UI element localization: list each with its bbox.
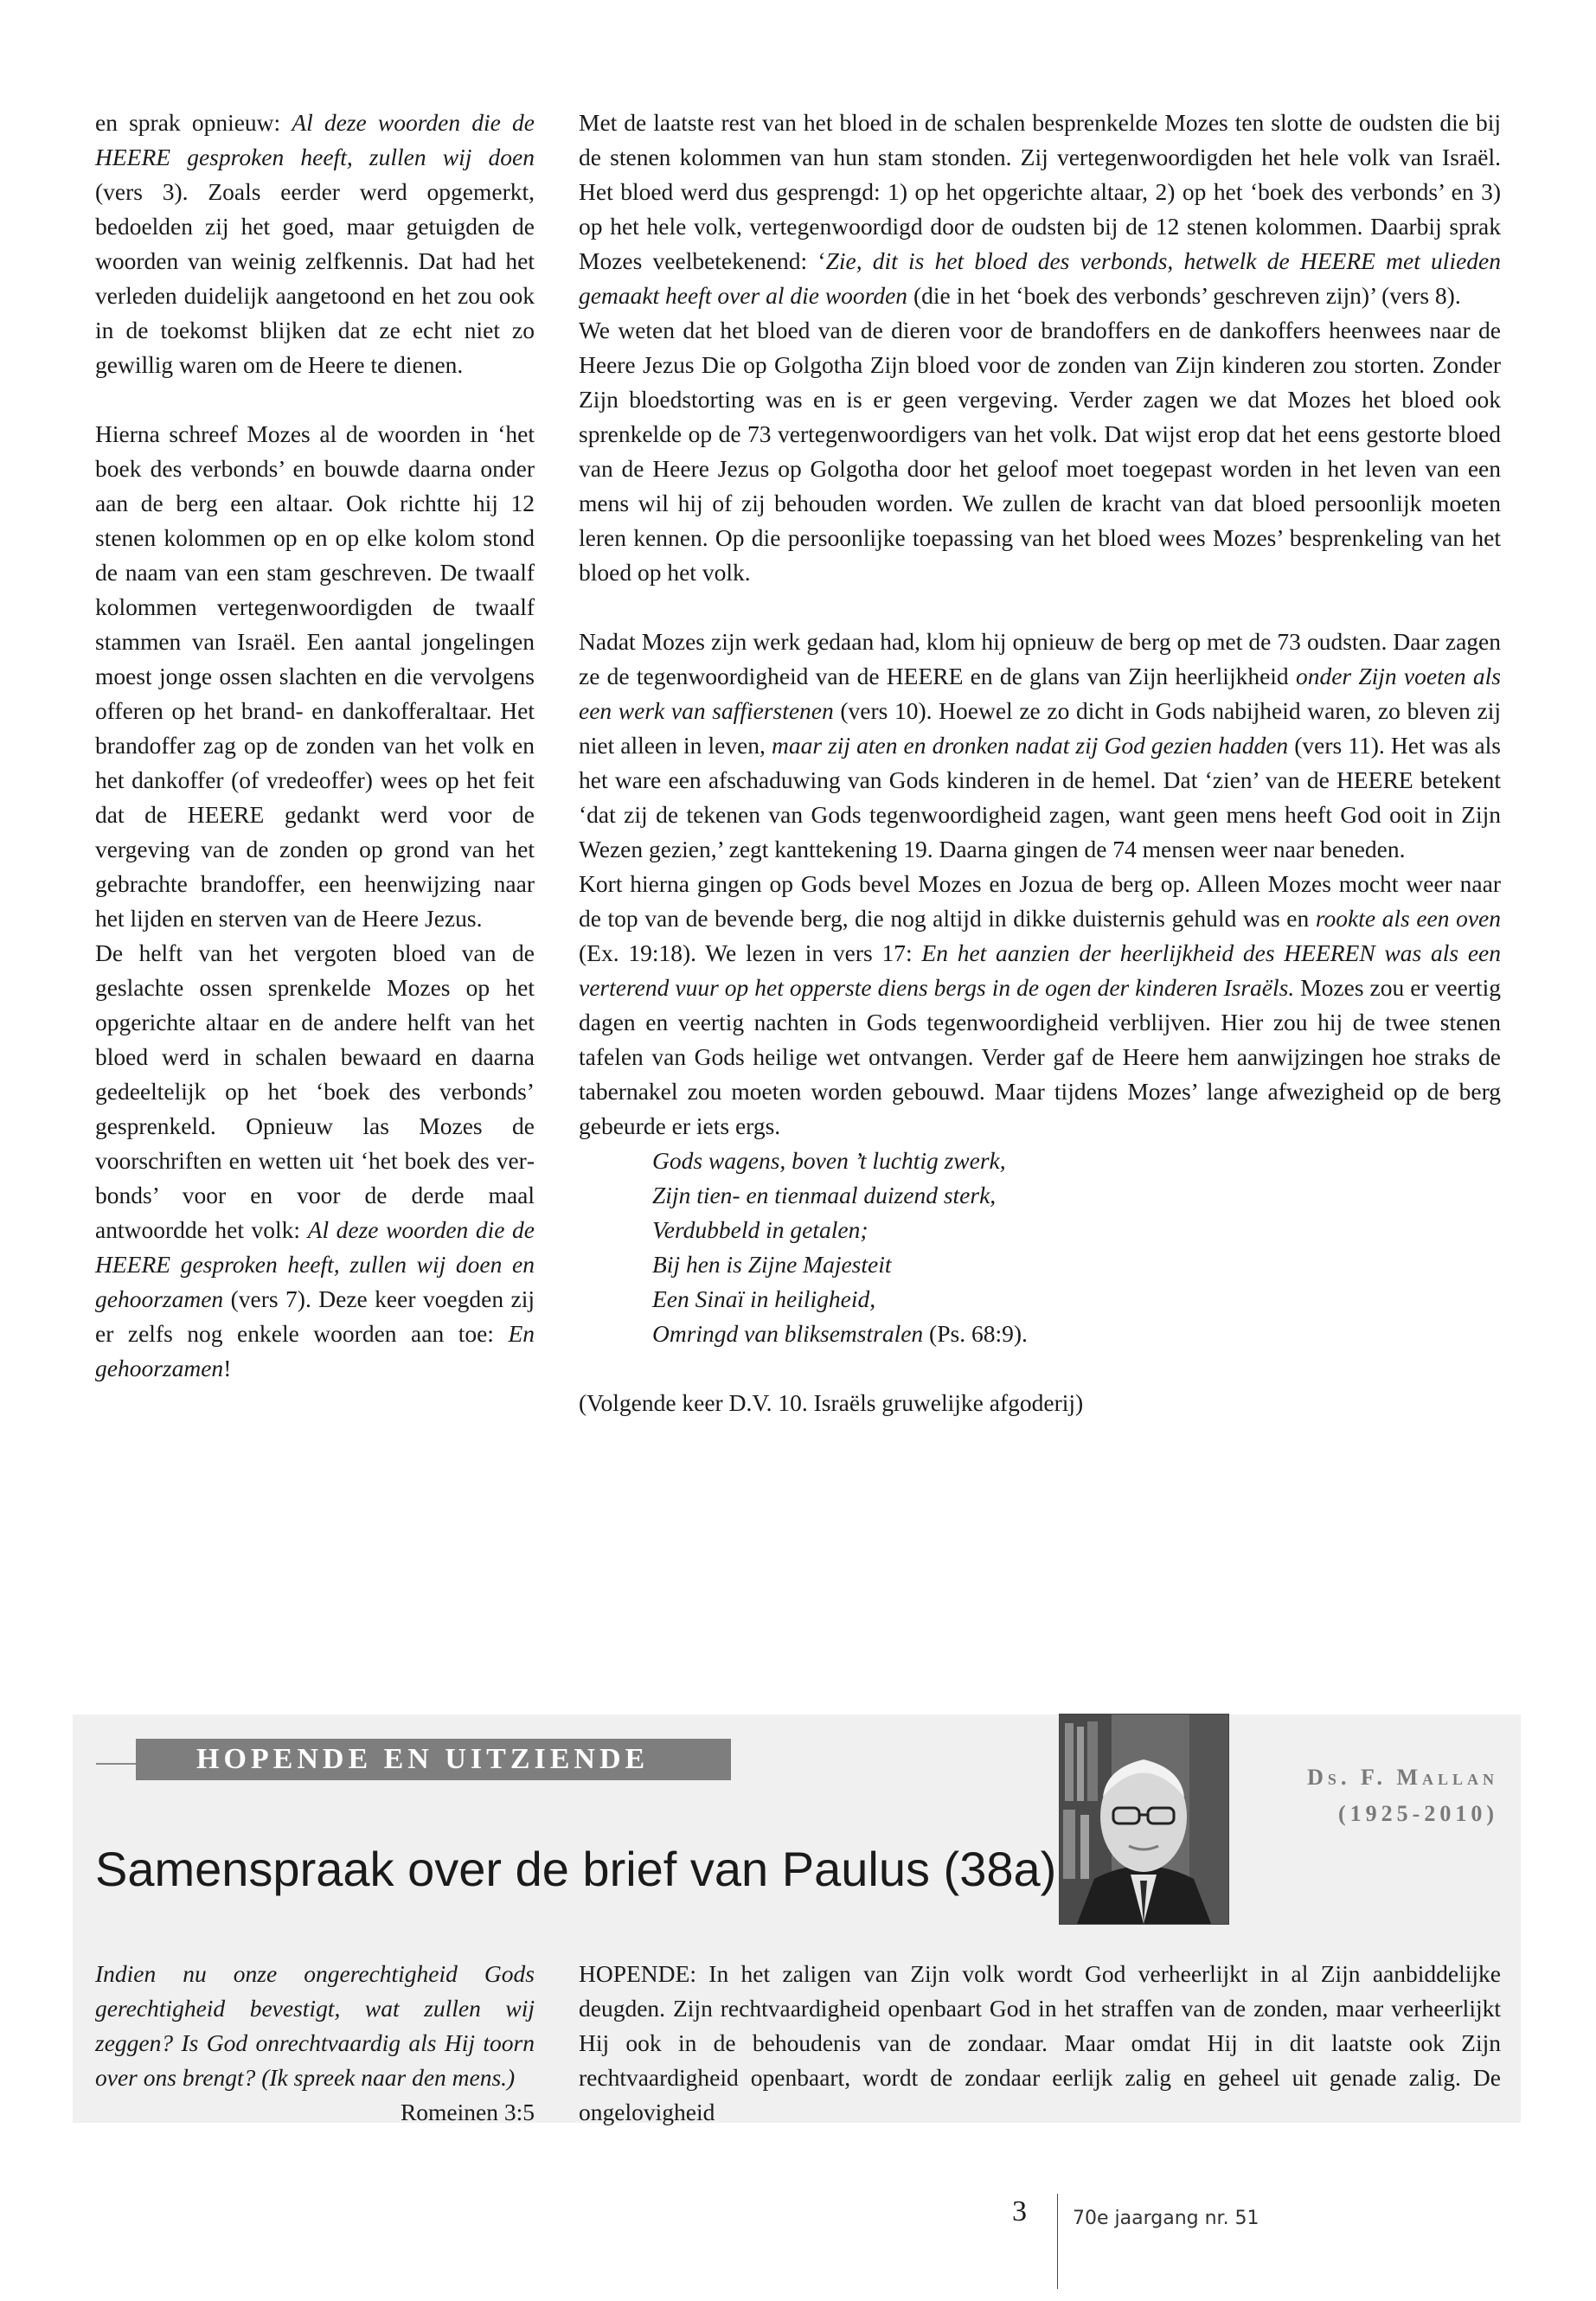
quote-reference: Romeinen 3:5 bbox=[400, 2099, 535, 2125]
italic-run: Al deze woorden die de HEERE gesproken heeft, zullen wij doen en gehoorzamen bbox=[95, 1216, 535, 1312]
poem-line bbox=[652, 1178, 1501, 1213]
author-portrait-image bbox=[1060, 1715, 1228, 1924]
italic-run: Een Sinaï in heiligheid, bbox=[652, 1285, 876, 1312]
paragraph-gap bbox=[579, 1351, 1501, 1386]
paragraph bbox=[579, 1386, 1501, 1420]
footer-divider bbox=[1057, 2194, 1058, 2289]
italic-run: rookte als een oven bbox=[1315, 905, 1501, 932]
italic-run: Bij hen is Zijne Majesteit bbox=[652, 1251, 892, 1278]
poem-line bbox=[652, 1247, 1501, 1282]
paragraph-gap bbox=[95, 382, 535, 417]
text-run: We weten dat het bloed van de dieren voor de brandoffers en de dankoffers heenwees naar de Heere Jezus Die op Golgotha Zijn bloed voor de zonden van Zijn kinderen zou storten. Zonder Zijn bloedstorting was en is er geen vergeving. Verder zagen we dat Mozes het bloed ook sprenkelde op de 73 vertegenwoordigers van het volk. Dat wijst erop dat het eens gestorte bloed van de Heere Jezus op Golgotha door het geloof moet toegepast worden in het leven van een mens wil hij of zij behouden worden. We zullen de kracht van dat bloed persoonlijk moeten leren kennen. Op die persoonlijke toepassing van het bloed wees Mozes’ besprenkeling van het bloed op het volk. bbox=[579, 317, 1501, 586]
text-run: en sprak opnieuw: bbox=[95, 109, 292, 136]
page-number: 3 bbox=[1012, 2195, 1027, 2227]
author-years: (1925-2010) bbox=[1338, 1801, 1498, 1826]
article-body: HOPENDE: In het zaligen van Zijn volk wordt God verheerlijkt in al Zijn aanbiddelijke deugden. Zijn rechtvaardigheid openbaart God in het straffen van de zonden, maar verheerlijkt Hij ook in de behoudenis van de zondaar. Maar omdat Hij in dit laatste ook Zijn rechtvaardigheid openbaart, wordt de zondaar eerlijk zalig en geheel uit genade zalig. De ongelovigheid bbox=[579, 1960, 1501, 2125]
author-photo bbox=[1059, 1714, 1229, 1925]
issue-label: 70e jaargang nr. 51 bbox=[1073, 2208, 1259, 2229]
quote-text: Indien nu onze ongerechtigheid Gods gerechtigheid bevestigt, wat zullen wij zeggen? Is God onrechtvaardig als Hij toorn over ons brengt? (Ik spreek naar den mens.) bbox=[95, 1960, 535, 2091]
text-run: De helft van het vergoten bloed van de geslachte ossen sprenkelde Mozes op het opgerichte altaar en de andere helft van het bloed werd in schalen bewaard en daarna gedeeltelijk op het ‘boek des verbonds’ gesprenkeld. Opnieuw las Mozes de voorschriften en wetten uit ‘het boek des verbonds’ voor en voor de derde maal antwoordde het volk: bbox=[95, 939, 535, 1243]
text-run: ! bbox=[223, 1355, 232, 1381]
italic-run: Verdubbeld in getalen; bbox=[652, 1216, 869, 1243]
paragraph bbox=[579, 313, 1501, 590]
paragraph-gap bbox=[579, 590, 1501, 625]
psalm-quote bbox=[579, 1144, 1501, 1351]
scripture-quote bbox=[95, 1957, 535, 2130]
right-column bbox=[579, 106, 1501, 1420]
text-run: (Ps. 68:9). bbox=[923, 1320, 1028, 1347]
paragraph bbox=[95, 936, 535, 1386]
section-tag: HOPENDE EN UITZIENDE bbox=[136, 1739, 731, 1780]
text-run: Met de laatste rest van het bloed in de schalen besprenkelde Mozes ten slotte de oudsten die bij de stenen kolommen van hun stam stonden. Zij vertegenwoordigden het hele volk van Israël. Het bloed werd dus gesprengd: 1) op het opgerichte altaar, 2) op het ‘boek des verbonds’ en 3) op het hele volk, vertegenwoordigd door de oudsten bij de 12 stenen kolommen. Daarbij sprak Mozes veelbetekenend: ‘ bbox=[579, 109, 1501, 274]
text-run: (vers 3). Zoals eerder werd opgemerkt, bedoelden zij het goed, maar getuigden de woorden van weinig zelfkennis. Dat had het verleden duidelijk aangetoond en het zou ook in de toekomst blijken dat ze echt niet zo gewillig waren om de Heere te dienen. bbox=[95, 178, 535, 378]
italic-run: Al deze woorden die de HEERE gesproken heeft, zullen wij doen bbox=[95, 109, 535, 170]
left-column bbox=[95, 106, 535, 1386]
italic-run: Gods wagens, boven ’t luchtig zwerk, bbox=[652, 1147, 1006, 1174]
italic-run: Zijn tien- en tienmaal duizend sterk, bbox=[652, 1182, 997, 1208]
italic-run: En gehoorzamen bbox=[95, 1320, 535, 1381]
author-name: Ds. F. Mallan bbox=[1307, 1765, 1498, 1790]
paragraph bbox=[95, 417, 535, 936]
article-title: Samenspraak over de brief van Paulus (38a) bbox=[95, 1842, 1057, 1896]
paragraph bbox=[95, 106, 535, 382]
poem-line bbox=[652, 1144, 1501, 1178]
text-run: (die in het ‘boek des verbonds’ geschreven zijn)’ (vers 8). bbox=[907, 282, 1461, 309]
text-run: Hierna schreef Mozes al de woorden in ‘het boek des verbonds’ en bouwde daarna onder aan de berg een altaar. Ook richtte hij 12 stenen kolommen op en op elke kolom stond de naam van een stam geschreven. De twaalf kolommen vertegenwoordigden de twaalf stammen van Israël. Een aantal jongelingen moest jonge ossen slachten en die vervolgens offeren op het brand- en dankofferaltaar. Het brandoffer zag op de zonden van het volk en het dankoffer (of vredeoffer) wees op het feit dat de HEERE gedankt werd voor de vergeving van de zonden op grond van het gebrachte brandoffer, een heenwijzing naar het lijden en sterven van de Heere Jezus. bbox=[95, 420, 535, 932]
italic-run: onder Zijn voeten als een werk van saffierstenen bbox=[579, 663, 1501, 724]
text-run: (vers 10). Hoewel ze zo dicht in Gods nabijheid waren, zo bleven zij niet alleen in leven, bbox=[579, 697, 1501, 759]
text-run: (vers 7). Deze keer voegden zij er zelfs nog enkele woorden aan toe: bbox=[95, 1285, 535, 1347]
text-run: (Volgende keer D.V. 10. Israëls gruwelijke afgoderij) bbox=[579, 1389, 1084, 1416]
italic-run: maar zij aten en dronken nadat zij God gezien hadden bbox=[771, 732, 1289, 759]
text-run: Kort hierna gingen op Gods bevel Mozes en Jozua de berg op. Alleen Mozes mocht weer naar de top van de bevende berg, die nog altijd in dikke duisternis gehuld was en bbox=[579, 870, 1501, 932]
italic-run: Zie, dit is het bloed des verbonds, hetwelk de HEERE met ulieden gemaakt heeft over al die woorden bbox=[579, 247, 1501, 309]
text-run: (Ex. 19:18). We lezen in vers 17: bbox=[579, 939, 922, 966]
italic-run: Omringd van bliksemstralen bbox=[652, 1320, 924, 1347]
poem-line bbox=[652, 1213, 1501, 1247]
paragraph bbox=[579, 867, 1501, 1144]
text-run: Mozes zou er veertig dagen en veertig nachten in Gods tegenwoordigheid verblijven. Hier zou hij de twee stenen tafelen van Gods heilige wet ontvangen. Verder gaf de Heere hem aanwijzingen hoe straks de tabernakel zou moeten worden gebouwd. Maar tijdens Mozes’ lange afwezigheid op de berg gebeurde er iets ergs. bbox=[579, 974, 1501, 1139]
italic-run: En het aanzien der heerlijkheid des HEEREN was als een verterend vuur op het opperste diens bergs in de ogen der kinderen Israëls. bbox=[579, 939, 1501, 1001]
poem-line bbox=[652, 1282, 1501, 1317]
text-run: (vers 11). Het was als het ware een afschaduwing van Gods kinderen in de hemel. Dat ‘zien’ van de HEERE betekent ‘dat zij de tekenen van Gods tegenwoordigheid zagen, want geen mens heeft God ooit in Zijn Wezen gezien,’ zegt kanttekening 19. Daarna gingen de 74 mensen weer naar beneden. bbox=[579, 732, 1501, 862]
paragraph bbox=[579, 106, 1501, 313]
poem-line bbox=[652, 1317, 1501, 1351]
paragraph bbox=[579, 625, 1501, 867]
text-run: Nadat Mozes zijn werk gedaan had, klom hij opnieuw de berg op met de 73 oudsten. Daar zagen ze de tegenwoordigheid van de HEERE en de glans van Zijn heerlijkheid bbox=[579, 628, 1501, 689]
